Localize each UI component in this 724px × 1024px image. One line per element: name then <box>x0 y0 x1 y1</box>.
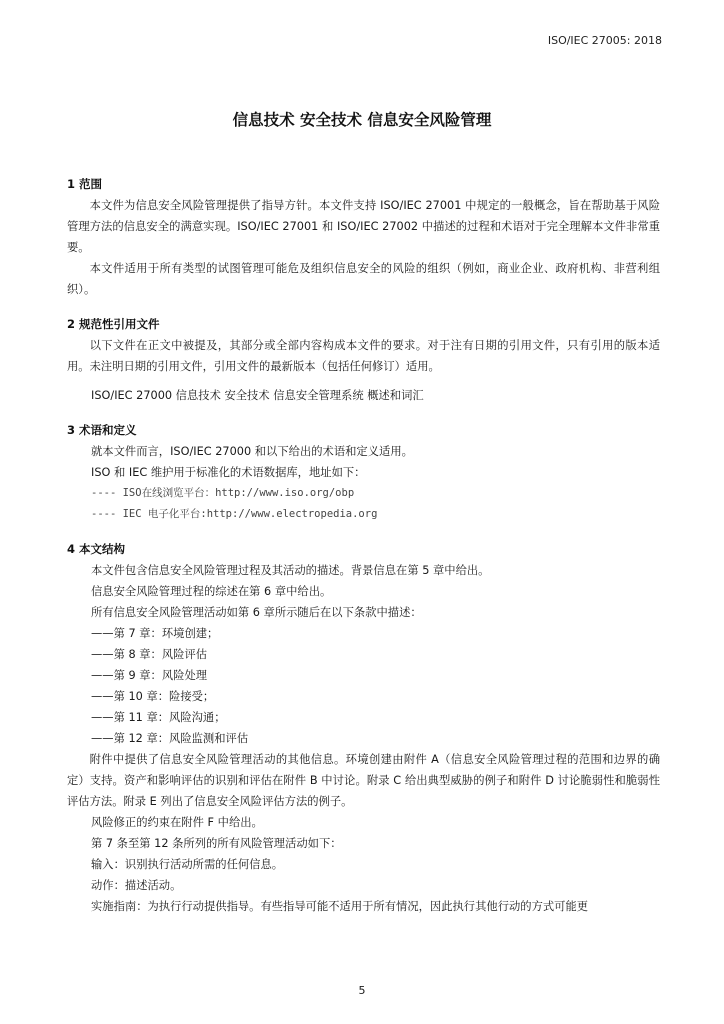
terms-line-2: ISO 和 IEC 维护用于标准化的术语数据库，地址如下： <box>91 466 366 479</box>
document-body <box>67 174 660 931</box>
section-structure <box>67 539 660 917</box>
structure-line-3: 所有信息安全风险管理活动如第 6 章所示随后在以下条款中描述： <box>91 606 422 619</box>
reference-item: ISO/IEC 27000 信息技术 安全技术 信息安全管理系统 概述和词汇 <box>91 389 424 402</box>
section-terms <box>67 420 660 525</box>
structure-line-annex-f: 风险修正的约束在附件 F 中给出。 <box>91 816 263 829</box>
scope-paragraph-2: 本文件适用于所有类型的试图管理可能危及组织信息安全的风险的组织（例如，商业企业、政府机构、非营利组织）。 <box>67 262 660 296</box>
structure-line-2: 信息安全风险管理过程的综述在第 6 章中给出。 <box>91 585 332 598</box>
chapter-list-item: ——第 9 章：风险处理 <box>91 669 208 682</box>
scope-paragraph-1: 本文件为信息安全风险管理提供了指导方针。本文件支持 ISO/IEC 27001 中规定的一般概念，旨在帮助基于风险管理方法的信息安全的满意实现。ISO/IEC 27001 和 ISO/IEC 27002 中描述的过程和术语对于完全理解本文件非常重要。 <box>67 199 660 254</box>
section-scope <box>67 174 660 300</box>
structure-line-input: 输入：识别执行活动所需的任何信息。 <box>91 858 284 871</box>
terms-link-iso: ---- ISO在线浏览平台：http://www.iso.org/obp <box>91 487 355 499</box>
structure-line-activities: 第 7 条至第 12 条所列的所有风险管理活动如下： <box>91 837 342 850</box>
structure-line-1: 本文件包含信息安全风险管理过程及其活动的描述。背景信息在第 5 章中给出。 <box>91 564 490 577</box>
chapter-list-item: ——第 8 章：风险评估 <box>91 648 208 661</box>
chapter-list-item: ——第 10 章：险接受； <box>91 690 215 703</box>
terms-link-iec: ---- IEC 电子化平台:http://www.electropedia.org <box>91 508 378 520</box>
references-paragraph: 以下文件在正文中被提及，其部分或全部内容构成本文件的要求。对于注有日期的引用文件，只有引用的版本适用。未注明日期的引用文件，引用文件的最新版本（包括任何修订）适用。 <box>67 339 660 373</box>
document-title: 信息技术 安全技术 信息安全风险管理 <box>232 111 492 129</box>
chapter-list-item: ——第 12 章：风险监测和评估 <box>91 732 249 745</box>
section-heading-references: 2 规范性引用文件 <box>67 317 160 331</box>
implementation-guidance-line: 实施指南：为执行行动提供指导。有些指导可能不适用于所有情况，因此执行其他行动的方式可能更 <box>91 900 589 913</box>
page-number: 5 <box>358 984 366 997</box>
chapter-list-item: ——第 11 章：风险沟通； <box>91 711 226 724</box>
section-heading-structure: 4 本文结构 <box>67 542 126 556</box>
terms-line-1: 就本文件而言，ISO/IEC 27000 和以下给出的术语和定义适用。 <box>91 445 413 458</box>
section-normative-references <box>67 314 660 406</box>
header-doc-code: ISO/IEC 27005: 2018 <box>547 34 662 47</box>
section-heading-terms: 3 术语和定义 <box>67 423 137 437</box>
structure-line-action: 动作：描述活动。 <box>91 879 182 892</box>
section-heading-scope: 1 范围 <box>67 177 103 191</box>
annex-paragraph: 附件中提供了信息安全风险管理活动的其他信息。环境创建由附件 A（信息安全风险管理过程的范围和边界的确定）支持。资产和影响评估的识别和评估在附件 B 中讨论。附录 C 给出典型威胁的例子和附件 D 讨论脆弱性和脆弱性评估方法。附录 E 列出了信息安全风险评估方法的例子。 <box>67 753 660 808</box>
chapter-list-item: ——第 7 章：环境创建； <box>91 627 219 640</box>
